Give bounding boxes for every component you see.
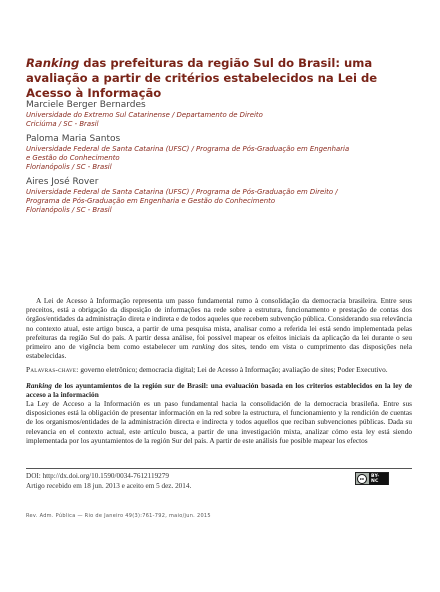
article-metadata bbox=[26, 472, 191, 491]
keywords-text: governo eletrônico; democracia digital; Lei de Acesso à Informação; avaliação de sites; Poder Executivo. bbox=[78, 365, 388, 375]
abstract-italic-word: ranking bbox=[192, 342, 215, 352]
author-affiliation-line: Universidade do Extremo Sul Catarinense / Departamento de Direito bbox=[26, 111, 263, 119]
author-name: Marciele Berger Bernardes bbox=[26, 100, 146, 110]
author-affiliation-line: Criciúma / SC - Brasil bbox=[26, 120, 99, 128]
author-list bbox=[26, 100, 426, 220]
abstract-text: dos sites, tendo em vista o cumprimento das disposições nela estabelecidas. bbox=[26, 342, 412, 361]
license-label: BY-NC bbox=[369, 473, 388, 485]
author-affiliation-line: Florianópolis / SC - Brasil bbox=[26, 163, 112, 171]
author-name: Paloma Maria Santos bbox=[26, 134, 121, 144]
spanish-title-italic-word: Ranking bbox=[26, 380, 52, 390]
article-title bbox=[26, 56, 418, 101]
spanish-abstract-title bbox=[26, 381, 412, 399]
author-affiliation-line: Programa de Pós-Graduação em Engenharia e Gestão do Conhecimento bbox=[26, 197, 276, 205]
author-affiliation-line: e Gestão do Conhecimento bbox=[26, 154, 120, 162]
spanish-abstract-body: La Ley de Acceso a la Información es un paso fundamental hacia la consolidación de la democracia brasileña. Entre sus disposiciones está la obligación de presentar información en la red sobre la estructura, el funcionamiento y la rendición de cuentas de los organismos/entidades de la administración directa e indirecta y todos aquellos que reciban subvenciones públicas. Dada su relevancia en el contexto actual, este artículo busca, a partir de una investigación mixta, analizar cómo esta ley está siendo implementada por los ayuntamientos de la región Sur del país. A partir de este análisis fue posible mapear los efectos bbox=[26, 399, 412, 445]
title-text: das prefeituras da região Sul do Brasil: uma avaliação a partir de critérios estabelecidos na Lei de Acesso à Informação bbox=[26, 56, 378, 100]
author-name: Aires José Rover bbox=[26, 177, 99, 187]
creative-commons-badge bbox=[355, 472, 389, 485]
abstract-portuguese bbox=[26, 296, 412, 360]
author-block bbox=[26, 134, 426, 172]
footnote-divider bbox=[26, 468, 412, 469]
abstract-section bbox=[26, 296, 412, 445]
author-block bbox=[26, 100, 426, 129]
spanish-title-text: de los ayuntamientos de la región sur de Brasil: una evaluación basada en los criterios establecidos en la ley de acceso a la información bbox=[26, 380, 412, 399]
title-italic-word: Ranking bbox=[26, 56, 80, 70]
journal-footer: Rev. Adm. Pública — Rio de Janeiro 49(3):761-792, maio/jun. 2015 bbox=[26, 513, 211, 519]
keywords bbox=[26, 365, 412, 374]
abstract-text: A Lei de Acesso à Informação representa um passo fundamental rumo à consolidação da democracia brasileira. Entre seus preceitos, está a obrigação da disposição de informações na rede sobre a estrutura, funcionamento e prestação de contas dos órgãos/entidades da administração direta e indireta e de todos aqueles que recebem subvenção pública. Considerando sua relevância no contexto atual, este artigo busca, a partir de uma pesquisa mista, analisar como a referida lei está sendo implementada pelas prefeituras da região Sul do país. A partir dessa análise, foi possível mapear os efeitos iniciais da aplicação da lei durante o seu primeiro ano de vigência bem como estabelecer um bbox=[26, 296, 412, 352]
author-affiliation-line: Florianópolis / SC - Brasil bbox=[26, 206, 112, 214]
author-affiliation-line: Universidade Federal de Santa Catarina (UFSC) / Programa de Pós-Graduação em Engenharia bbox=[26, 145, 350, 153]
received-date: Artigo recebido em 18 jun. 2013 e aceito em 5 dez. 2014. bbox=[26, 481, 192, 490]
keywords-label: Palavras-chave: bbox=[26, 365, 79, 375]
author-block bbox=[26, 177, 426, 215]
doi-link[interactable]: DOI: http://dx.doi.org/10.1590/0034-7612119279 bbox=[26, 472, 169, 480]
cc-icon: cc bbox=[357, 474, 367, 484]
author-affiliation-line: Universidade Federal de Santa Catarina (UFSC) / Programa de Pós-Graduação em Direito / bbox=[26, 188, 338, 196]
